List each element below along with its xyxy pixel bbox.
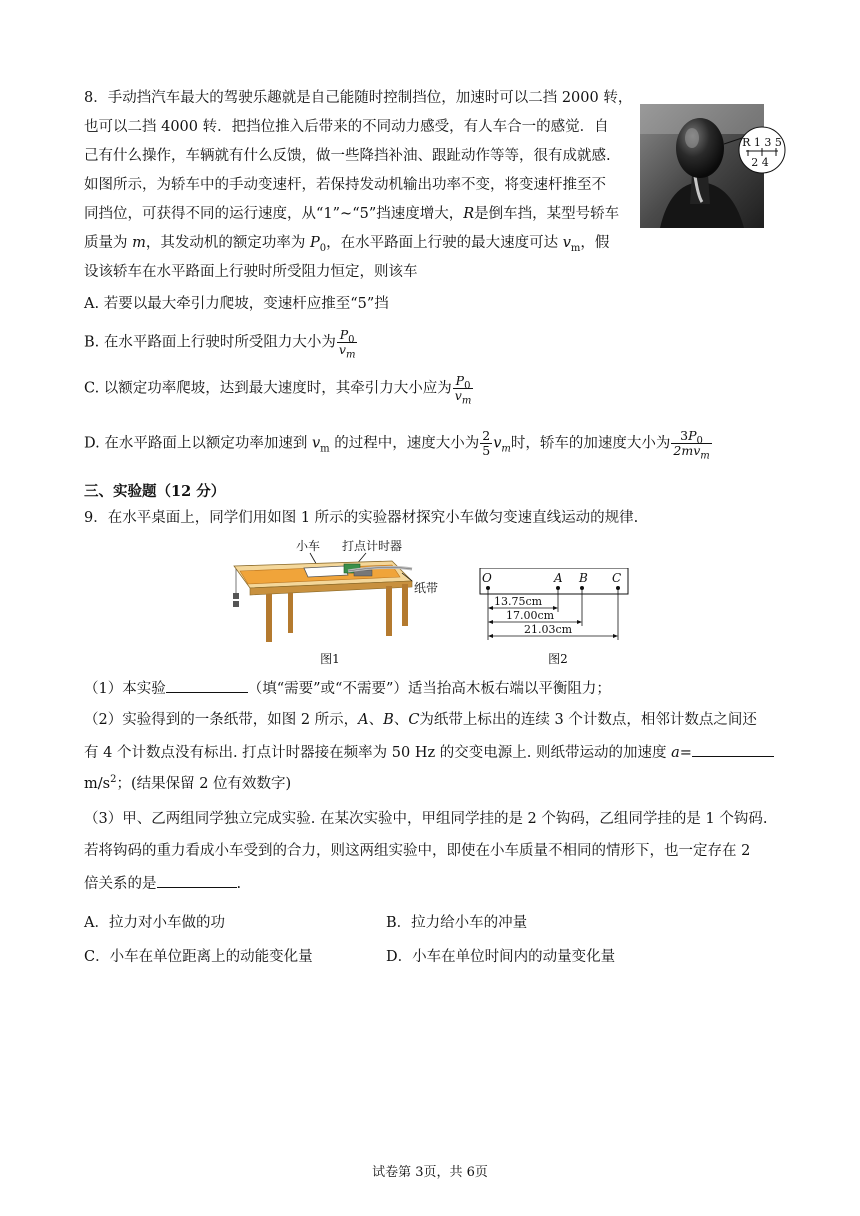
q9-part-1: （1）本实验 （填“需要”或“不需要”）适当抬高木板右端以平衡阻力； <box>84 678 611 699</box>
q8-option-a: A. 若要以最大牵引力爬坡，变速杆应推至“5”挡 <box>84 296 389 312</box>
point-label-c: C <box>612 571 622 585</box>
label-tape: 纸带 <box>414 581 439 595</box>
figure-1-apparatus <box>226 535 446 669</box>
q9-part-2-line-1: （2）实验得到的一条纸带，如图 2 所示，A、B、C为纸带上标出的连续 3 个计数点，相邻计数点之间还 <box>84 712 757 728</box>
q9-part-3-line-3: 倍关系的是 . <box>84 873 241 894</box>
distance-oc: 21.03cm <box>524 623 573 636</box>
figure-2-caption: 图2 <box>548 652 568 666</box>
q8-option-d: D. 在水平路面上以额定功率加速到 $v_m$ 的过程中，速度大小为 $\frac{2}{5}$ $v_m$时，轿车的加速度大小为 $\frac{3P_0}{2mv_m}$ <box>84 428 710 462</box>
point-label-o: O <box>482 571 492 585</box>
q9-option-d: D．小车在单位时间内的动量变化量 <box>386 949 616 965</box>
q9-stem: 9．在水平桌面上，同学们用如图 1 所示的实验器材探究小车做匀变速直线运动的规律. <box>84 510 639 526</box>
figure-1-caption: 图1 <box>320 652 340 666</box>
q9-part-3-line-1: （3）甲、乙两组同学独立完成实验. 在某次实验中，甲组同学挂的是 2 个钩码，乙组同学挂的是 1 个钩码. <box>84 811 768 827</box>
q8-line-5: 同挡位，可获得不同的运行速度，从“1”~“5”挡速度增大，R是倒车挡，某型号轿车 <box>84 206 620 222</box>
figure-2-tape <box>476 568 636 670</box>
q8-option-b: B. 在水平路面上行驶时所受阻力大小为 $\frac{P_0}{v_m}$ <box>84 327 356 361</box>
q8-line-6: 质量为 m，其发动机的额定功率为 $P_0$，在水平路面上行驶的最大速度可达 $v_m$，假 <box>84 235 610 254</box>
q8-line-4: 如图所示，为轿车中的手动变速杆，若保持发动机输出功率不变，将变速杆推至不 <box>84 177 606 193</box>
q8-option-c: C. 以额定功率爬坡，达到最大速度时，其牵引力大小应为 $\frac{P_0}{v_m}$ <box>84 373 472 407</box>
distance-oa: 13.75cm <box>494 595 543 608</box>
q8-line-7: 设该轿车在水平路面上行驶时所受阻力恒定，则该车 <box>84 264 418 280</box>
q9-option-b: B．拉力给小车的冲量 <box>386 915 528 931</box>
distance-ob: 17.00cm <box>506 609 555 622</box>
q9-option-a: A．拉力对小车做的功 <box>84 915 225 931</box>
answer-blank-3[interactable] <box>157 873 237 888</box>
q8-line-1: 8．手动挡汽车最大的驾驶乐趣就是自己能随时控制挡位，加速时可以二挡 2000 转， <box>84 90 633 106</box>
point-label-b: B <box>579 571 588 585</box>
q8-line-3: 己有什么操作，车辆就有什么反馈，做一些降挡补油、跟趾动作等等，很有成就感. <box>84 148 611 164</box>
q9-part-2-line-3: $m/s^2$；(结果保留 2 位有效数字) <box>84 774 292 792</box>
page-footer: 试卷第 3页，共 6页 <box>372 1165 488 1180</box>
label-timer: 打点计时器 <box>342 539 403 553</box>
q9-part-2-line-2: 有 4 个计数点没有标出. 打点计时器接在频率为 50 Hz 的交变电源上. 则纸带运动的加速度 a= <box>84 742 774 763</box>
q9-part-3-line-2: 若将钩码的重力看成小车受到的合力，则这两组实验中，即使在小车质量不相同的情形下，也一定存在 2 <box>84 843 751 859</box>
answer-blank-1[interactable] <box>166 678 248 693</box>
section-heading: 三、实验题（12 分） <box>84 483 226 500</box>
answer-blank-2[interactable] <box>692 742 774 757</box>
gear-label-top: R 1 3 5 <box>742 136 782 149</box>
point-label-a: A <box>554 571 563 585</box>
gear-shift-photo <box>640 104 786 228</box>
q9-option-c: C．小车在单位距离上的动能变化量 <box>84 949 313 965</box>
label-cart: 小车 <box>296 539 321 553</box>
gear-label-bottom: 2 4 <box>751 156 769 169</box>
q8-line-2: 也可以二挡 4000 转．把挡位推入后带来的不同动力感受，有人车合一的感觉．自 <box>84 119 609 135</box>
